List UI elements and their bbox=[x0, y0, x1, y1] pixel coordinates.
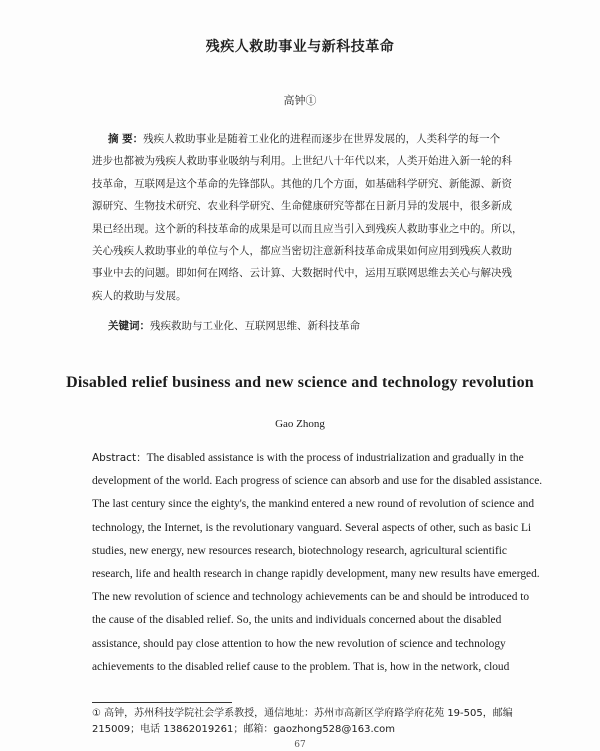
english-abstract-line: technology, the Internet, is the revolutionary vanguard. Several aspects of other, such as basic Li bbox=[92, 521, 532, 534]
chinese-abstract-line: 技革命，互联网是这个革命的先锋部队。其他的几个方面，如基础科学研究、新能源、新资 bbox=[92, 177, 512, 190]
chinese-abstract bbox=[92, 128, 523, 307]
english-abstract-line: achievements to the disabled relief cause to the problem. That is, how in the network, cloud bbox=[92, 660, 510, 673]
chinese-abstract-line bbox=[108, 128, 512, 150]
english-abstract-line: the cause of the disabled relief. So, the units and individuals concerned about the disabled bbox=[92, 614, 502, 627]
english-abstract-line: The new revolution of science and technology achievements can be and should be introduced to bbox=[92, 591, 530, 604]
chinese-keywords bbox=[108, 318, 360, 333]
english-abstract bbox=[92, 447, 543, 679]
chinese-abstract-line: 事业中去的问题。即如何在网络、云计算、大数据时代中，运用互联网思维去关心与解决残 bbox=[92, 267, 512, 280]
english-abstract-line bbox=[92, 447, 524, 470]
chinese-abstract-text: 残疾人救助事业是随着工业化的进程而逐步在世界发展的，人类科学的每一个 bbox=[143, 133, 501, 145]
english-abstract-line: studies, new energy, new resources research, biotechnology research, agricultural scientific bbox=[92, 544, 507, 557]
english-title: Disabled relief business and new science and technology revolution bbox=[66, 374, 534, 391]
english-abstract-text: The disabled assistance is with the process of industrialization and gradually in the bbox=[146, 452, 524, 464]
chinese-keywords-text: 残疾救助与工业化、互联网思维、新科技革命 bbox=[150, 320, 360, 332]
chinese-keywords-label: 关键词： bbox=[108, 320, 150, 332]
chinese-author: 高钟① bbox=[283, 94, 317, 107]
english-abstract-line: assistance, should pay close attention to how the new revolution of science and technology bbox=[92, 637, 506, 650]
chinese-abstract-line: 疾人的救助与发展。 bbox=[92, 289, 187, 302]
footnote bbox=[92, 706, 532, 738]
chinese-abstract-label: 摘 要： bbox=[108, 133, 144, 145]
english-abstract-line: research, life and health research in change rapidly development, many new results have emerged. bbox=[92, 567, 540, 580]
chinese-abstract-line: 源研究、生物技术研究、农业科学研究、生命健康研究等都在日新月异的发展中，很多新成 bbox=[92, 200, 512, 213]
english-author: Gao Zhong bbox=[275, 418, 325, 430]
footnote-rule bbox=[92, 702, 232, 703]
english-abstract-line: The last century since the eighty's, the mankind entered a new round of revolution of science and bbox=[92, 498, 535, 511]
footnote-line: ① 高钟，苏州科技学院社会学系教授，通信地址：苏州市高新区学府路学府花苑 19-505，邮编 bbox=[92, 708, 513, 719]
chinese-abstract-line: 关心残疾人救助事业的单位与个人，都应当密切注意新科技革命成果如何应用到残疾人救助 bbox=[92, 244, 512, 257]
chinese-abstract-line: 果已经出现。这个新的科技革命的成果是可以而且应当引入到残疾人救助事业之中的。所以， bbox=[92, 222, 523, 235]
english-abstract-line: development of the world. Each progress of science can absorb and use for the disabled assistance. bbox=[92, 475, 543, 488]
english-abstract-label: Abstract： bbox=[92, 452, 147, 464]
chinese-abstract-line: 进步也都被为残疾人救助事业吸纳与利用。上世纪八十年代以来，人类开始进入新一轮的科 bbox=[92, 155, 512, 168]
page-number: 67 bbox=[294, 740, 306, 750]
footnote-line: 215009；电话 13862019261；邮箱：gaozhong528@163.com bbox=[92, 724, 396, 735]
chinese-title: 残疾人救助事业与新科技革命 bbox=[205, 39, 395, 55]
